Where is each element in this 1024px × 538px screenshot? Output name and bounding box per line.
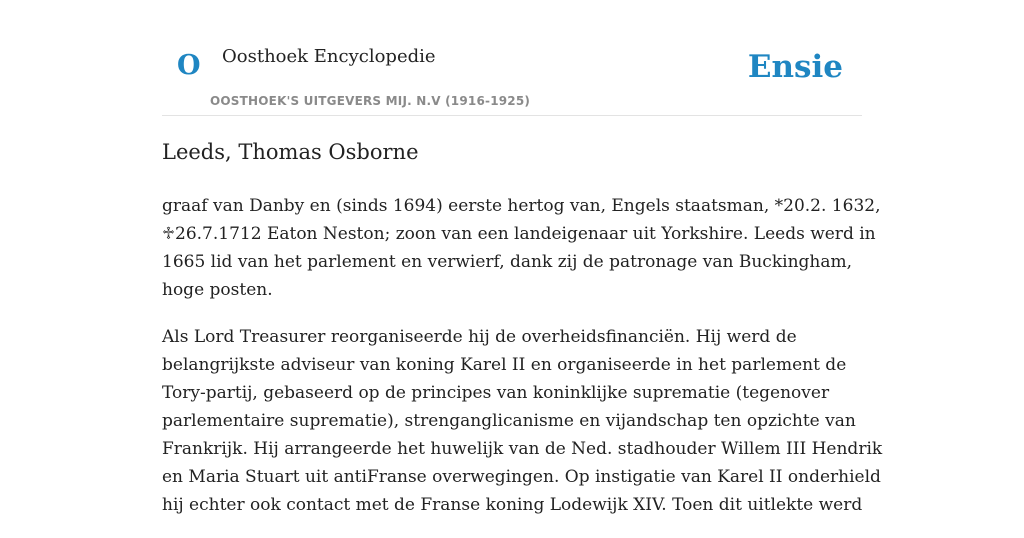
- paragraph-line: en Maria Stuart uit antiFranse overwegingen. Op instigatie van Karel II onderhield: [162, 467, 881, 487]
- encyclopedia-logo-icon[interactable]: O: [177, 50, 201, 81]
- paragraph-line: hij echter ook contact met de Franse koning Lodewijk XIV. Toen dit uitlekte werd: [162, 495, 863, 515]
- paragraph-line: ♱26.7.1712 Eaton Neston; zoon van een landeigenaar uit Yorkshire. Leeds werd in: [162, 224, 876, 244]
- paragraph-line: 1665 lid van het parlement en verwierf, dank zij de patronage van Buckingham,: [162, 252, 853, 272]
- paragraph-line: Als Lord Treasurer reorganiseerde hij de overheidsfinanciën. Hij werd de: [162, 327, 797, 347]
- article-paragraph-1: [162, 192, 881, 304]
- ensie-home-link[interactable]: Ensie: [747, 49, 843, 85]
- paragraph-line: belangrijkste adviseur van koning Karel II en organiseerde in het parlement de: [162, 355, 847, 375]
- paragraph-line: Tory-partij, gebaseerd op de principes van koninklijke suprematie (tegenover: [162, 383, 830, 403]
- encyclopedia-name-link[interactable]: Oosthoek Encyclopedie: [222, 46, 436, 67]
- paragraph-line: hoge posten.: [162, 280, 273, 300]
- article-title: Leeds, Thomas Osborne: [162, 140, 419, 164]
- paragraph-line: graaf van Danby en (sinds 1694) eerste hertog van, Engels staatsman, *20.2. 1632,: [162, 196, 881, 216]
- article-paragraph-2: [162, 323, 883, 519]
- page: [162, 0, 883, 515]
- paragraph-line: parlementaire suprematie), strenganglicanisme en vijandschap ten opzichte van: [162, 411, 856, 431]
- publisher-label: OOSTHOEK'S UITGEVERS MIJ. N.V (1916-1925): [210, 94, 531, 108]
- paragraph-line: Frankrijk. Hij arrangeerde het huwelijk van de Ned. stadhouder Willem III Hendrik: [162, 439, 883, 459]
- site-header: [162, 0, 862, 116]
- article-body: [162, 192, 883, 538]
